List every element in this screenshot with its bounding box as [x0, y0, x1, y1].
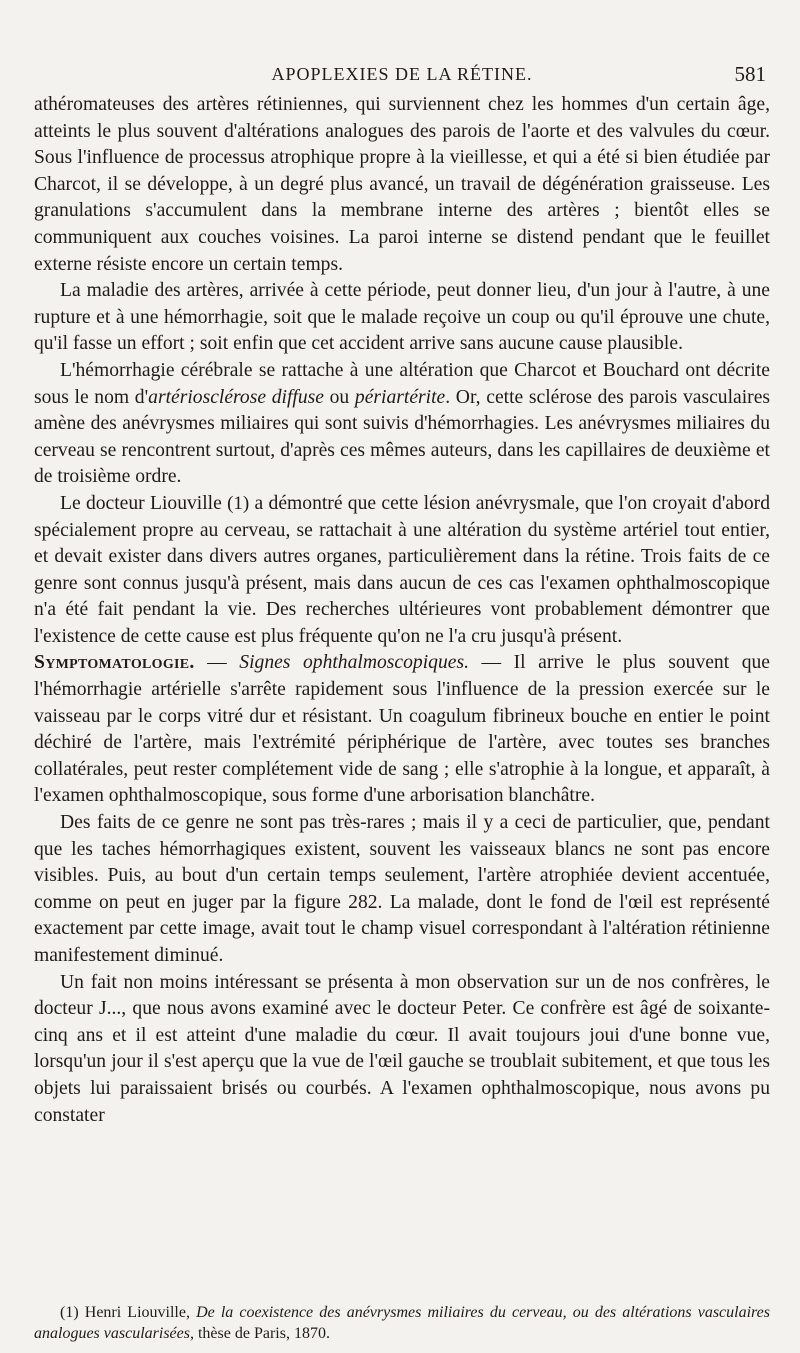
paragraph-3-text-a: L'hémorrhagie cérébrale se rattache à une altération que Charcot et Bouchard ont décrite sous le nom d' [34, 359, 770, 408]
heading-dash: — [194, 652, 240, 674]
running-title: APOPLEXIES DE LA RÉTINE. [271, 64, 533, 84]
section-heading: Symptomatologie. [34, 652, 195, 674]
paragraph-4 [34, 491, 770, 651]
footnote-1 [34, 1302, 770, 1344]
page-header [34, 58, 770, 92]
paragraph-5-text: — Il arrive le plus souvent que l'hémorrhagie artérielle s'arrête rapidement sous l'influence de la pression exercée sur le vaisseau par le corps vitré dur et résistant. Un coagulum fibrineux bouche en entier le point déchiré de l'artère, mais l'extrémité périphérique de l'artère, avec toutes ses branches collatérales, peut rester complétement vide de sang ; elle s'atrophie à la longue, et apparaît, à l'examen ophthalmoscopique, sous forme d'une arborisation blanchâtre. [34, 652, 771, 807]
page-number: 581 [734, 62, 766, 86]
footnotes [34, 1302, 770, 1344]
body-text [34, 92, 770, 1129]
footnote-reference: (1) [227, 492, 250, 514]
paragraph-4-text-b: a démontré que cette lésion anévrysmale, que l'on croyait d'abord spécialement propre au cerveau, se rattachait à une altération du système artériel tout entier, et devait exister dans divers autres organes, particulièrement dans la rétine. Trois faits de ce genre sont connus jusqu'à présent, mais dans aucun de ces cas l'examen ophthalmoscopique n'a été fait pendant la vie. Des recherches ultérieures vont probablement démontrer que l'existence de cette cause est plus fréquente qu'on ne l'a cru jusqu'à présent. [34, 492, 770, 647]
paragraph-3-text-c: . Or, cette sclérose des parois vasculaires amène des anévrysmes miliaires qui sont suivis d'hémorrhagies. Les anévrysmes miliaires du cerveau se rencontrent surtout, d'après ces mêmes auteurs, dans les capillaires de deuxième et de troisième ordre. [34, 386, 771, 488]
footnote-title: De la coexistence des anévrysmes miliaires du cerveau, ou des altérations vasculaires analogues vascularisées, [34, 1304, 771, 1342]
paragraph-1: athéromateuses des artères rétiniennes, qui surviennent chez les hommes d'un certain âge, atteints le plus souvent d'altérations analogues des parois de l'aorte et des valvules du cœur. Sous l'influence de processus atrophique propre à la vieillesse, et qui a été si bien étudiée par Charcot, il se développe, à un degré plus avancé, un travail de dégénération graisseuse. Les granulations s'accumulent dans la membrane interne des artères ; bientôt elles se communiquent aux couches voisines. La paroi interne se distend pendant que le feuillet externe résiste encore un certain temps. [34, 94, 770, 275]
term-arteriosclerose: artériosclérose diffuse [148, 386, 324, 408]
term-periarterite: périartérite [354, 386, 446, 408]
paragraph-2: La maladie des artères, arrivée à cette période, peut donner lieu, d'un jour à l'autre, à une rupture et à une hémorrhagie, soit que le malade reçoive un coup ou qu'il éprouve une chute, qu'il fasse un effort ; soit enfin que cet accident arrive sans aucune cause plausible. [34, 280, 770, 355]
footnote-marker: (1) [60, 1304, 79, 1321]
paragraph-4-text-a: Le docteur Liouville [60, 492, 228, 514]
paragraph-7: Un fait non moins intéressant se présenta à mon observation sur un de nos confrères, le docteur J..., que nous avons examiné avec le docteur Peter. Ce confrère est âgé de soixante-cinq ans et il est atteint d'une maladie du cœur. Il avait toujours joui d'une bonne vue, lorsqu'un jour il s'est aperçu que la vue de l'œil gauche se troublait subitement, et que tous les objets lui paraissaient brisés ou courbés. A l'examen ophthalmoscopique, nous avons pu constater [34, 971, 770, 1126]
paragraph-6: Des faits de ce genre ne sont pas très-rares ; mais il y a ceci de particulier, que, pendant que les taches hémorrhagiques existent, souvent les vaisseaux blancs ne sont pas encore visibles. Puis, au bout d'un certain temps seulement, l'artère atrophiée devient accentuée, comme on peut en juger par la figure 282. La malade, dont le fond de l'œil est représenté exactement par cette image, avait tout le champ visuel correspondant à l'altération rétinienne manifestement diminué. [34, 812, 770, 966]
footnote-author: Henri Liouville, [78, 1304, 197, 1321]
paragraph-3-text-b: ou [323, 386, 355, 408]
paragraph-5 [34, 650, 770, 810]
footnote-rest: thèse de Paris, 1870. [193, 1325, 330, 1342]
section-subheading: Signes ophthalmoscopiques. [239, 652, 469, 674]
paragraph-3 [34, 358, 770, 491]
